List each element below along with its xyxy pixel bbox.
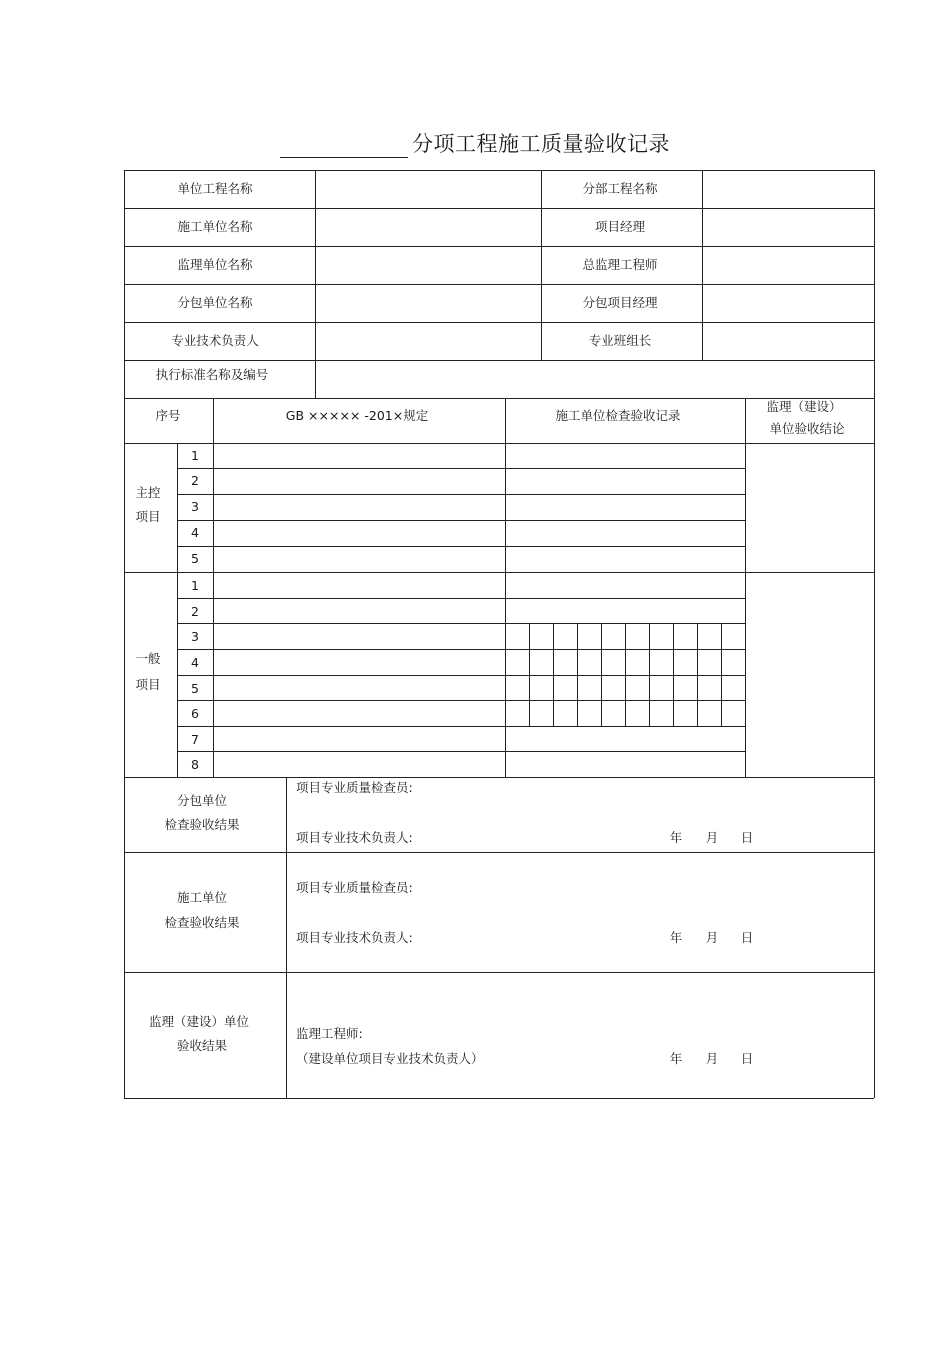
construction-unit-label: 施工单位名称: [177, 219, 253, 234]
supervision-unit-label: 监理单位名称: [177, 257, 253, 272]
main-items-label-line2: 项目: [135, 509, 161, 524]
main-item-record-cell[interactable]: [506, 469, 744, 494]
main-item-record-cell[interactable]: [506, 444, 744, 468]
subcontract-unit-right-label: 分包项目经理: [582, 295, 658, 310]
tally-grid-line: [625, 623, 626, 726]
supervision-month-label: 月: [705, 1051, 719, 1066]
general-items-conclusion-cell[interactable]: [746, 573, 873, 776]
unit-project-right-value-field[interactable]: [703, 171, 873, 208]
sub-result-signature-cell[interactable]: [287, 778, 873, 851]
conclusion-header-line2: 单位验收结论: [769, 421, 845, 436]
standard-label: 执行标准名称及编号: [155, 367, 269, 382]
unit-project-value-field[interactable]: [316, 171, 540, 208]
general-item-spec-cell[interactable]: [214, 650, 504, 675]
supervision-day-label: 日: [740, 1051, 754, 1066]
sub-tech-lead-label: 项目专业技术负责人:: [296, 830, 413, 845]
main-item-spec-cell[interactable]: [214, 495, 504, 520]
general-item-number: 6: [191, 706, 199, 721]
main-item-number: 5: [191, 551, 199, 566]
technical-lead-right-label: 专业班组长: [588, 333, 652, 348]
technical-lead-value-field[interactable]: [316, 323, 540, 360]
construction-year-label: 年: [669, 930, 683, 945]
construction-result-title-line2: 检查验收结果: [164, 915, 240, 930]
technical-lead-label: 专业技术负责人: [171, 333, 259, 348]
construction-unit-right-value-field[interactable]: [703, 209, 873, 246]
general-items-label-line1: 一般: [135, 651, 161, 666]
supervision-unit-value-field[interactable]: [316, 247, 540, 284]
supervision-result-signature-cell[interactable]: [287, 973, 873, 1097]
unit-project-right-label: 分部工程名称: [582, 181, 658, 196]
main-items-label-line1: 主控: [135, 485, 161, 500]
general-item-spec-cell[interactable]: [214, 676, 504, 700]
general-item-number: 8: [191, 757, 199, 772]
form-title-text: 分项工程施工质量验收记录: [412, 132, 670, 156]
main-item-spec-cell[interactable]: [214, 521, 504, 546]
general-item-spec-cell[interactable]: [214, 752, 504, 777]
sub-day-label: 日: [740, 830, 754, 845]
general-item-number: 1: [191, 578, 199, 593]
standard-value-field[interactable]: [316, 361, 873, 398]
table-right-border: [874, 170, 875, 1098]
record-header: 施工单位检查验收记录: [555, 408, 681, 423]
technical-lead-right-value-field[interactable]: [703, 323, 873, 360]
general-item-spec-cell[interactable]: [214, 701, 504, 726]
table-left-border: [124, 170, 125, 1098]
general-item-spec-cell[interactable]: [214, 624, 504, 649]
main-item-spec-cell[interactable]: [214, 547, 504, 572]
main-item-record-cell[interactable]: [506, 495, 744, 520]
standard-row-line: [124, 398, 874, 399]
construction-day-label: 日: [740, 930, 754, 945]
construction-inspector-label: 项目专业质量检查员:: [296, 880, 413, 895]
conclusion-header-line1: 监理（建设）: [766, 399, 842, 414]
general-item-spec-cell[interactable]: [214, 573, 504, 598]
subcontract-unit-value-field[interactable]: [316, 285, 540, 322]
tally-grid-line: [673, 623, 674, 726]
sub-month-label: 月: [705, 830, 719, 845]
construction-unit-value-field[interactable]: [316, 209, 540, 246]
main-item-number: 3: [191, 499, 199, 514]
main-item-number: 4: [191, 525, 199, 540]
general-items-label-line2: 项目: [135, 677, 161, 692]
main-item-record-cell[interactable]: [506, 547, 744, 572]
tally-grid-line: [601, 623, 602, 726]
tally-grid-line: [649, 623, 650, 726]
unit-project-label: 单位工程名称: [177, 181, 253, 196]
tally-grid-line: [553, 623, 554, 726]
general-item-number: 2: [191, 604, 199, 619]
main-items-conclusion-cell[interactable]: [746, 444, 873, 571]
spec-header: GB ××××× -201×规定: [285, 408, 429, 423]
supervision-unit-right-label: 总监理工程师: [582, 257, 658, 272]
sub-inspector-label: 项目专业质量检查员:: [296, 780, 413, 795]
supervision-engineer-label: 监理工程师:: [296, 1026, 363, 1041]
general-item-number: 3: [191, 629, 199, 644]
tally-grid-line: [529, 623, 530, 726]
construction-result-signature-cell[interactable]: [287, 853, 873, 971]
tally-grid-line: [697, 623, 698, 726]
general-item-spec-cell[interactable]: [214, 599, 504, 623]
general-item-spec-cell[interactable]: [214, 727, 504, 751]
main-item-spec-cell[interactable]: [214, 444, 504, 468]
sub-result-title-line1: 分包单位: [176, 793, 228, 808]
main-item-number: 1: [191, 448, 199, 463]
main-item-record-cell[interactable]: [506, 521, 744, 546]
general-item-number: 7: [191, 732, 199, 747]
subcontract-unit-label: 分包单位名称: [177, 295, 253, 310]
table-bottom-border: [124, 1098, 874, 1099]
main-item-number: 2: [191, 473, 199, 488]
sub-year-label: 年: [669, 830, 683, 845]
sub-result-title-line2: 检查验收结果: [164, 817, 240, 832]
tally-grid-line: [577, 623, 578, 726]
supervision-year-label: 年: [669, 1051, 683, 1066]
construction-unit-right-label: 项目经理: [594, 219, 646, 234]
header-divider-2: [541, 170, 542, 360]
seq-header: 序号: [155, 408, 181, 423]
supervision-result-title-line1: 监理（建设）单位: [148, 1014, 250, 1029]
subcontract-unit-right-value-field[interactable]: [703, 285, 873, 322]
construction-result-title-line1: 施工单位: [176, 890, 228, 905]
supervision-unit-right-value-field[interactable]: [703, 247, 873, 284]
general-item-number: 4: [191, 655, 199, 670]
supervision-owner-lead-label: （建设单位项目专业技术负责人）: [296, 1051, 484, 1066]
construction-month-label: 月: [705, 930, 719, 945]
general-item-number: 5: [191, 681, 199, 696]
tally-grid-line: [721, 623, 722, 726]
main-item-spec-cell[interactable]: [214, 469, 504, 494]
construction-tech-lead-label: 项目专业技术负责人:: [296, 930, 413, 945]
supervision-result-title-line2: 验收结果: [176, 1038, 228, 1053]
